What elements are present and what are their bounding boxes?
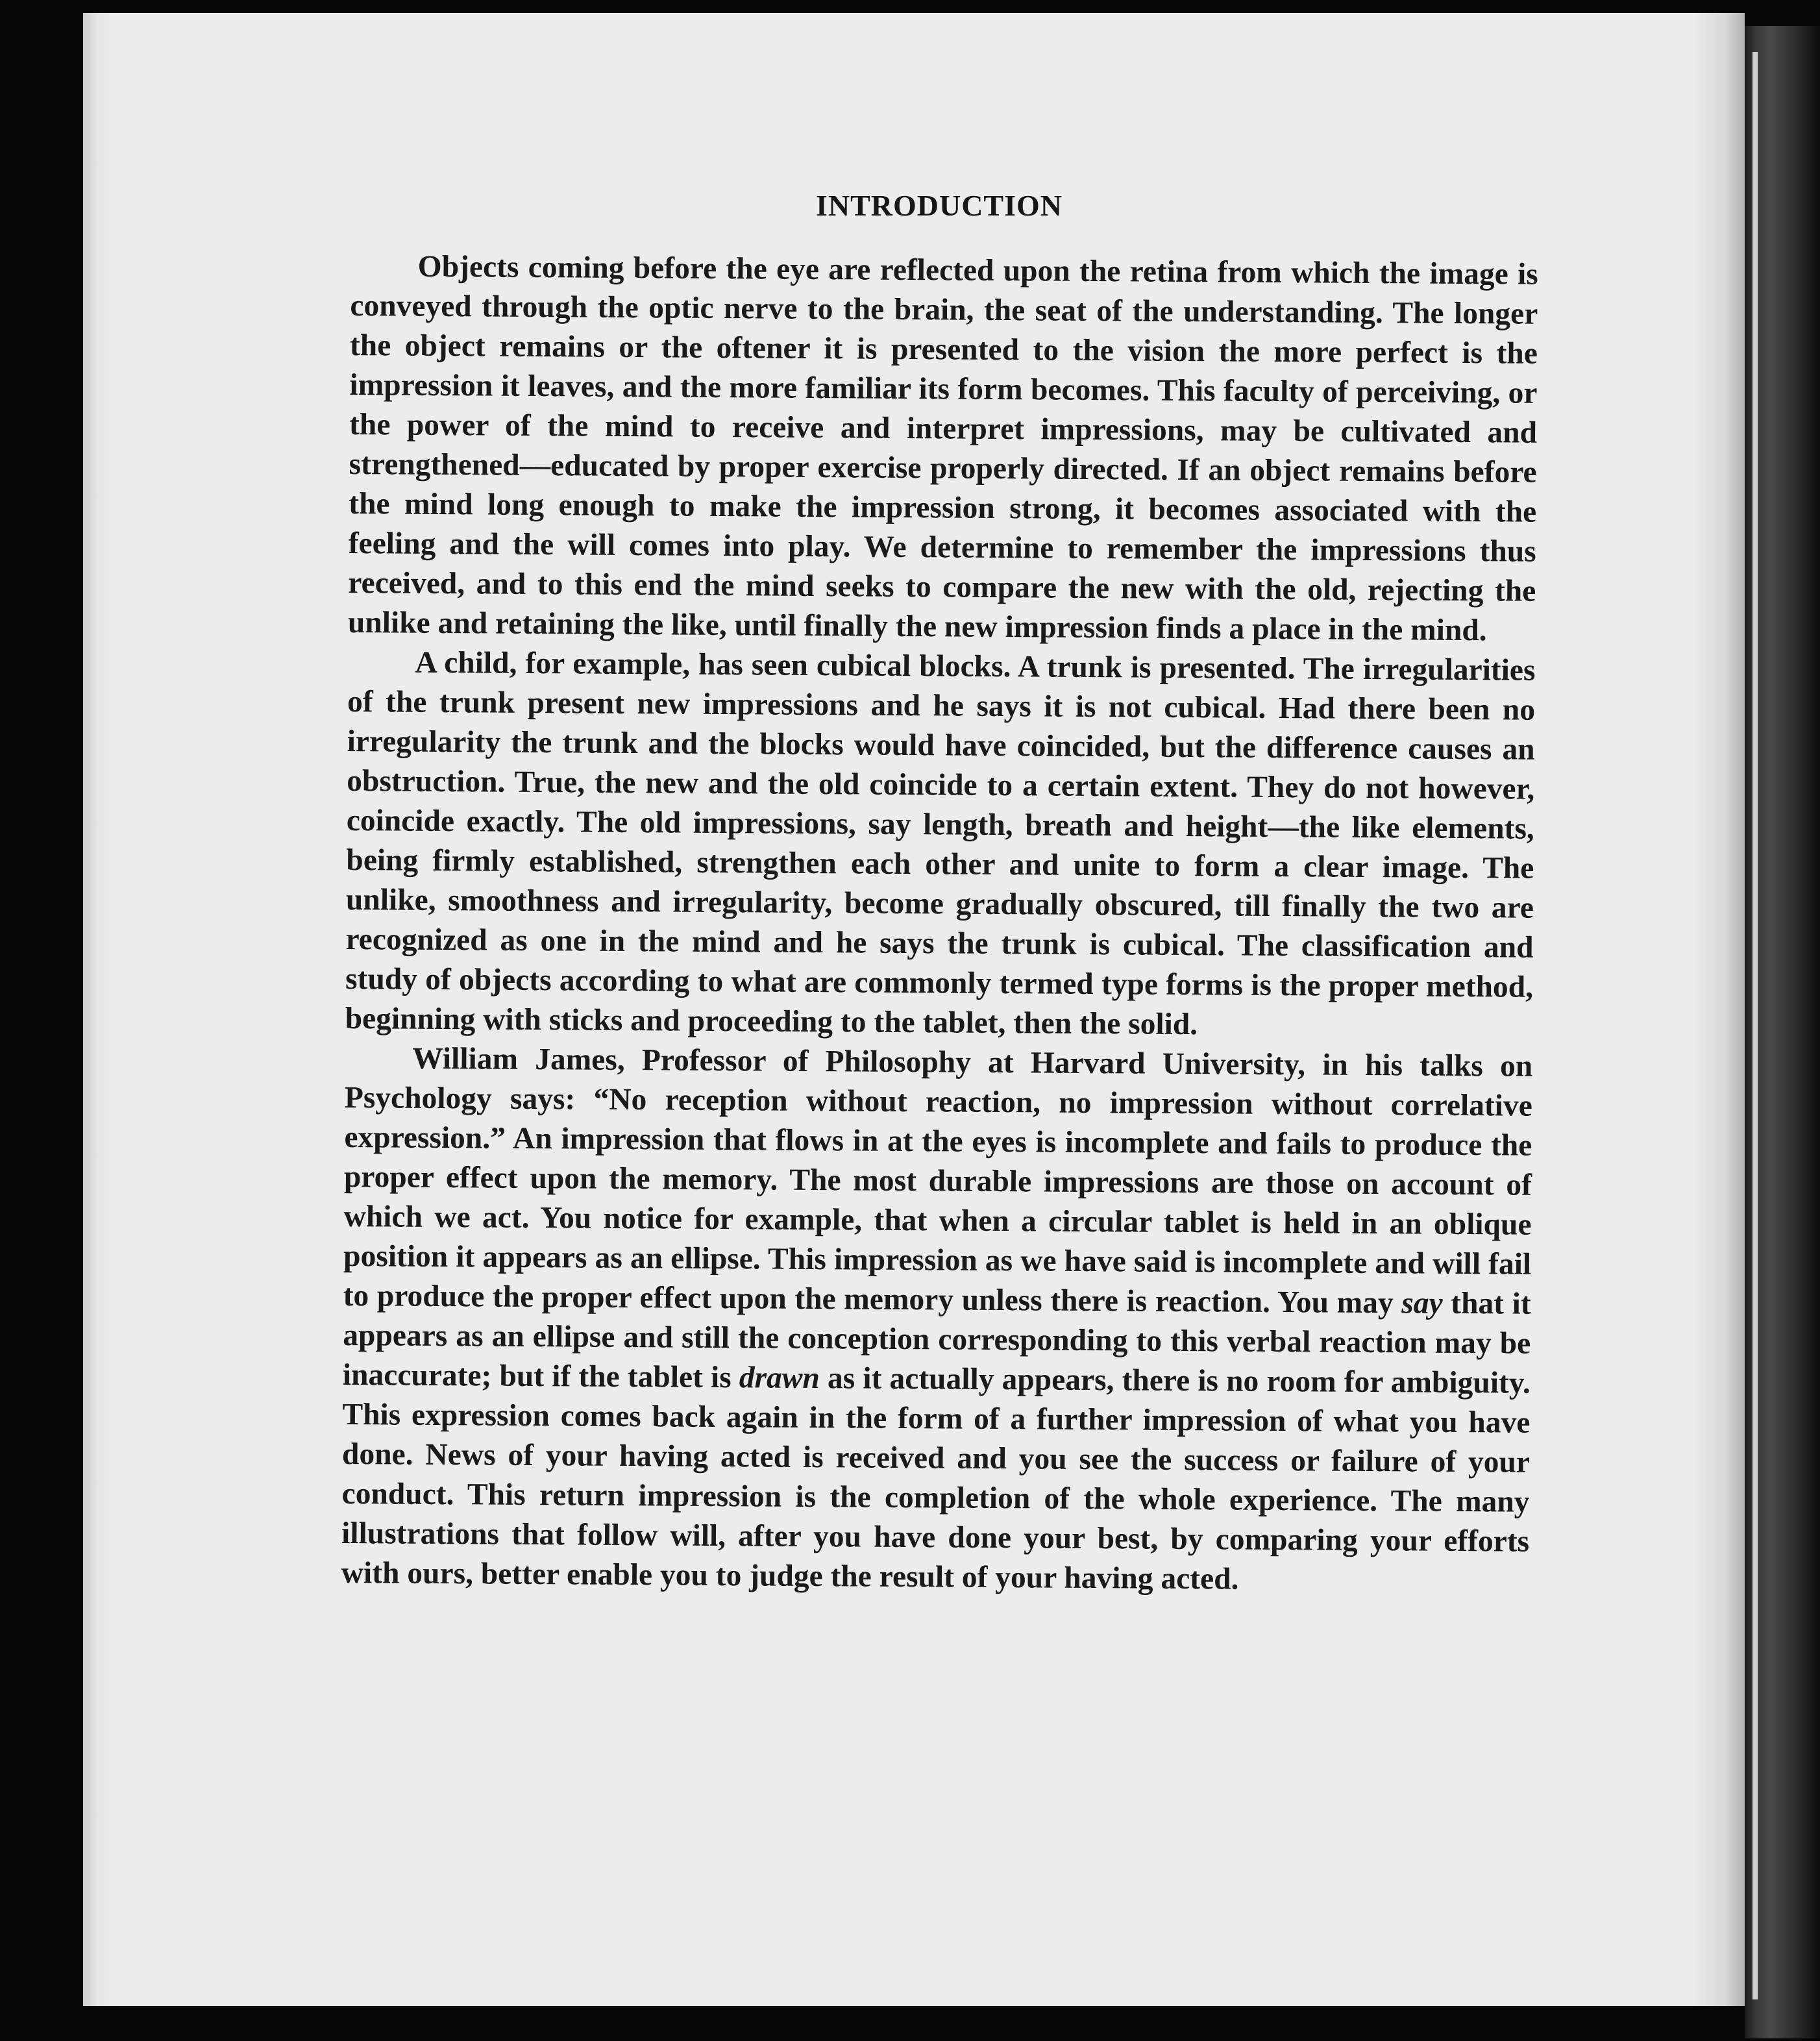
paragraph-3 — [341, 1039, 1533, 1602]
emphasis-say: say — [1401, 1286, 1443, 1320]
paragraph-3-part-3: as it actually appears, there is no room for ambiguity. This expression comes back again in the form of a further impression of what you have done. News of your having acted is received and you see the success or failure of your conduct. This return impression is the completion of the whole experience. The many illustrations that follow will, after you have done your best, by comparing your efforts with ours, better enable you to judge the result of your having acted. — [341, 1361, 1531, 1596]
paragraph-2: A child, for example, has seen cubical blocks. A trunk is presented. The irregularities of the trunk present new impressions and he says it is not cubical. Had there been no irregularity the trunk and the blocks would have coincided, but the difference causes an obstruction. True, the new and the old coincide to a certain extent. They do not however, coincide exactly. The old impressions, say length, breath and height—the like elements, being firmly established, strengthen each other and unite to form a clear image. The unlike, smoothness and irregularity, become gradually obscured, till finally the two are recognized as one in the mind and he says the trunk is cubical. The classification and study of objects according to what are commonly termed type forms is the proper method, beginning with sticks and proceeding to the tablet, then the solid. — [345, 645, 1536, 1042]
paragraph-3-part-1: William James, Professor of Philosophy at Harvard University, in his talks on Psychology says: “No reception without reaction, no impression without correlative expression.” An impression that flows in at the eyes is incomplete and fails to produce the proper effect upon the memory. The most durable impressions are those on account of which we act. You notice for example, that when a circular tablet is held in an oblique position it appears as an ellipse. This impression as we have said is incomplete and will fail to produce the proper effect upon the memory unless there is reaction. You may — [343, 1041, 1533, 1320]
emphasis-drawn: drawn — [739, 1361, 820, 1396]
page-heading: INTRODUCTION — [815, 189, 1063, 222]
paragraph-3-part-2: that it appears as an ellipse and still the conception corresponding to this verbal reaction may be inaccurate; but if the tablet is — [342, 1286, 1531, 1395]
paragraph-1: Objects coming before the eye are reflected upon the retina from which the image is conveyed through the optic nerve to the brain, the seat of the understanding. The longer the object remains or the oftener it is presented to the vision the more perfect is the impression it leaves, and the more familiar its form becomes. This faculty of perceiving, or the power of the mind to receive and interpret impressions, may be cultivated and strengthened—educated by proper exercise properly directed. If an object remains before the mind long enough to make the impression strong, it becomes associated with the feeling and the will comes into play. We determine to remember the impressions thus received, and to this end the mind seeks to compare the new with the old, rejecting the unlike and retaining the like, until finally the new impression finds a place in the mind. — [347, 249, 1538, 648]
body-text — [341, 247, 1538, 1602]
page-edge-strip — [1752, 52, 1758, 1999]
